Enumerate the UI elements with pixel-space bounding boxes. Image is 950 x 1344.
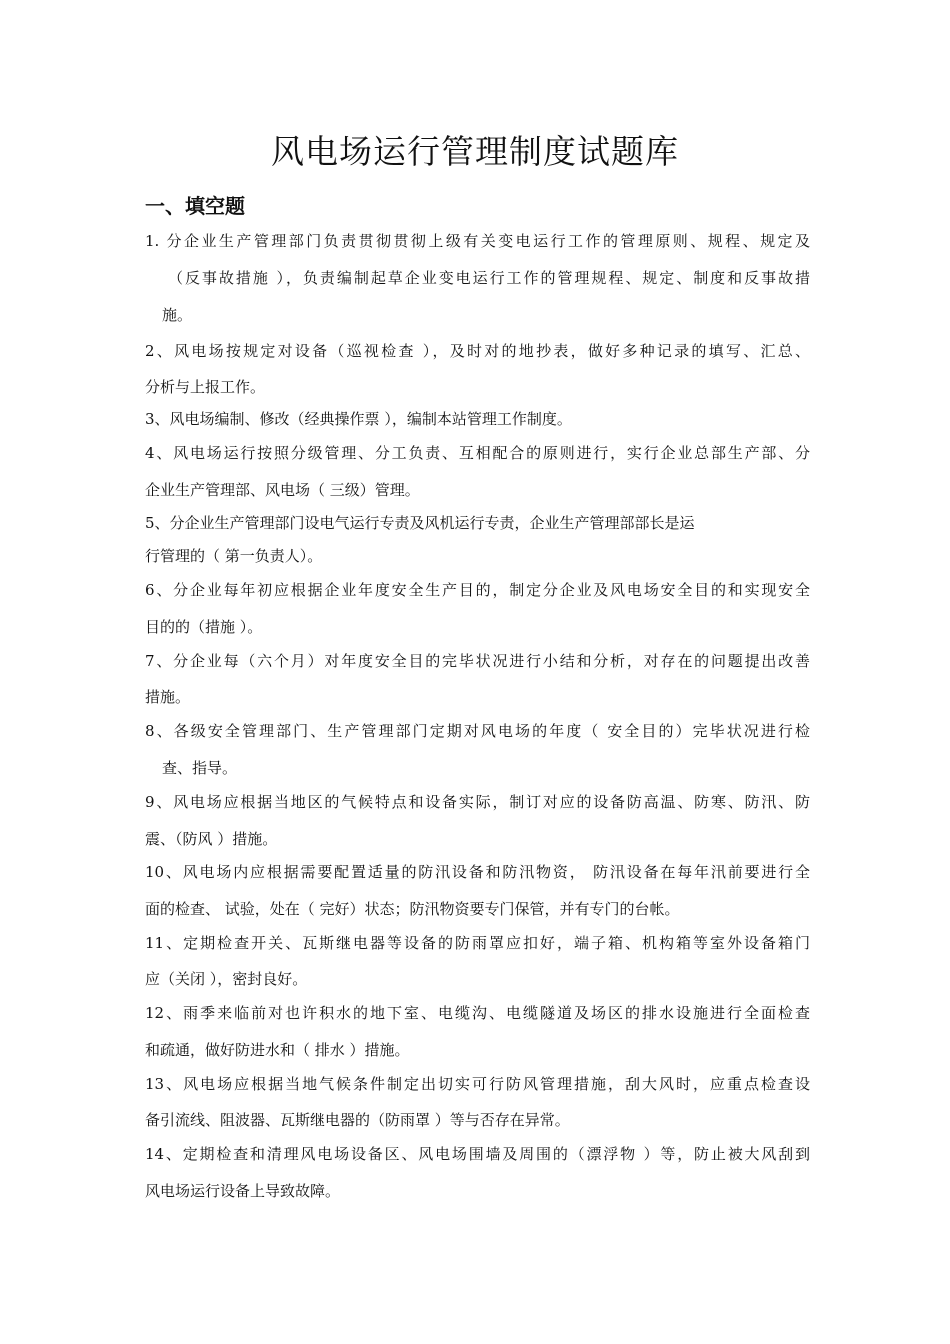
text-line: 面的检查、 试验，处在（ 完好）状态；防汛物资要专门保管，并有专门的台帐。 [145,900,680,918]
text-line: 备引流线、阻波器、瓦斯继电器的（防雨罩 ）等与否存在异常。 [145,1111,570,1129]
text-line: 行管理的（ 第一负责人）。 [145,547,323,565]
text-line: 风电场运行设备上导致故障。 [145,1182,341,1200]
text-line: 13、风电场应根据当地气候条件制定出切实可行防风管理措施，刮大风时，应重点检查设 [145,1075,810,1093]
text-line: 7、分企业每（六个月）对年度安全目的完毕状况进行小结和分析，对存在的问题提出改善 [145,652,810,670]
text-line: 目的的（措施 ）。 [145,618,263,636]
text-line: 和疏通，做好防进水和（ 排水 ）措施。 [145,1041,410,1059]
text-line: 1. 分企业生产管理部门负责贯彻贯彻上级有关变电运行工作的管理原则、规程、规定及 [145,232,810,250]
text-line: 查、指导。 [162,759,238,777]
section-heading: 一、填空题 [145,194,245,218]
text-line: 14、定期检查和清理风电场设备区、风电场围墙及周围的（漂浮物 ）等，防止被大风刮到 [145,1145,810,1163]
text-line: 措施。 [145,688,191,706]
text-line: （反事故措施 ），负责编制起草企业变电运行工作的管理规程、规定、制度和反事故措 [168,269,810,287]
text-line: 9、风电场应根据当地区的气候特点和设备实际，制订对应的设备防高温、防寒、防汛、防 [145,793,810,811]
text-line: 4、风电场运行按照分级管理、分工负责、互相配合的原则进行，实行企业总部生产部、分 [145,444,810,462]
text-line: 11、定期检查开关、瓦斯继电器等设备的防雨罩应扣好，端子箱、机构箱等室外设备箱门 [145,934,810,952]
text-line: 8、各级安全管理部门、生产管理部门定期对风电场的年度（ 安全目的）完毕状况进行检 [145,722,810,740]
text-line: 应（关闭 ），密封良好。 [145,970,308,988]
text-line: 5、分企业生产管理部门设电气运行专责及风机运行专责，企业生产管理部部长是运 [145,514,695,532]
text-line: 3、风电场编制、修改（经典操作票 ），编制本站管理工作制度。 [145,410,572,428]
text-line: 震、（防风 ）措施。 [145,830,278,848]
text-line: 企业生产管理部、风电场（ 三级）管理。 [145,481,420,499]
text-line: 12、雨季来临前对也许积水的地下室、电缆沟、电缆隧道及场区的排水设施进行全面检查 [145,1004,810,1022]
text-line: 2、风电场按规定对设备（巡视检查 ），及时对的地抄表，做好多种记录的填写、汇总、 [145,342,810,360]
text-line: 6、分企业每年初应根据企业年度安全生产目的，制定分企业及风电场安全目的和实现安全 [145,581,810,599]
text-line: 分析与上报工作。 [145,378,266,396]
page-title: 风电场运行管理制度试题库 [271,132,679,171]
text-line: 施。 [162,306,193,324]
text-line: 10、风电场内应根据需要配置适量的防汛设备和防汛物资， 防汛设备在每年汛前要进行全 [145,863,810,881]
